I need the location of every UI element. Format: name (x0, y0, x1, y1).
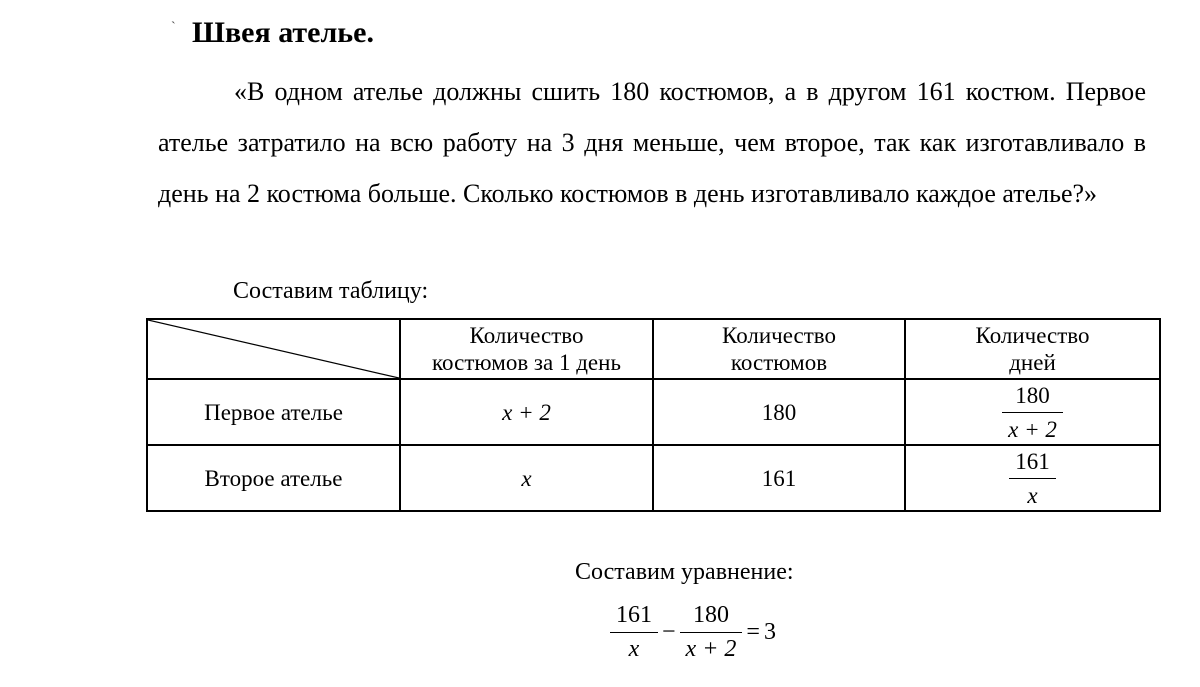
header-per-day (400, 319, 653, 379)
equation-caption: Составим уравнение: (575, 559, 794, 585)
fraction-denominator: x + 2 (1008, 416, 1057, 442)
header-per-day-line2: костюмов за 1 день (432, 350, 621, 375)
table-row (147, 379, 1160, 445)
total-value: 180 (653, 379, 905, 445)
fraction-bar (1002, 412, 1063, 413)
header-days-line1: Количество (975, 323, 1090, 348)
data-table (146, 318, 1161, 512)
days-value (905, 445, 1160, 511)
days-fraction (1009, 448, 1056, 509)
days-value (905, 379, 1160, 445)
row-label: Первое ателье (147, 379, 400, 445)
header-total (653, 319, 905, 379)
fraction-denominator: x (628, 636, 640, 662)
fraction-numerator: 180 (1015, 382, 1050, 408)
equation-fraction-2 (680, 602, 743, 663)
fraction-bar (1009, 478, 1056, 479)
margin-mark: ` (171, 20, 176, 35)
page-title: Швея ателье. (192, 16, 374, 49)
fraction-bar (610, 632, 658, 633)
header-days (905, 319, 1160, 379)
minus-sign: − (662, 619, 676, 645)
equation-fraction-1 (610, 602, 658, 663)
fraction-numerator: 161 (616, 602, 652, 628)
equals-sign: = (746, 619, 760, 645)
per-day-value: x (400, 445, 653, 511)
fraction-numerator: 180 (692, 602, 729, 628)
header-total-line1: Количество (722, 323, 836, 348)
table-header-row (147, 319, 1160, 379)
total-value: 161 (653, 445, 905, 511)
equation (610, 602, 776, 663)
fraction-bar (680, 632, 743, 633)
fraction-numerator: 161 (1015, 448, 1050, 474)
header-days-line2: дней (1009, 350, 1056, 375)
table-row (147, 445, 1160, 511)
header-per-day-line1: Количество (469, 323, 584, 348)
row-label: Второе ателье (147, 445, 400, 511)
problem-text: «В одном ателье должны сшить 180 костюмов, а в другом 161 костюм. Первое ателье затратило на всю работу на 3 дня меньше, чем второе, так как изготавливало в день на 2 костюма больше. Сколько костюмов в день изготавливало каждое ателье?» (158, 77, 1146, 208)
days-fraction (1002, 382, 1063, 443)
diagonal-line (148, 320, 399, 378)
fraction-denominator: x + 2 (685, 636, 737, 662)
header-total-line2: костюмов (730, 350, 828, 375)
fraction-denominator: x (1027, 482, 1038, 508)
diagonal-corner-cell (147, 319, 400, 379)
per-day-value: x + 2 (400, 379, 653, 445)
table-caption: Составим таблицу: (233, 278, 429, 304)
equation-rhs: 3 (763, 619, 776, 645)
